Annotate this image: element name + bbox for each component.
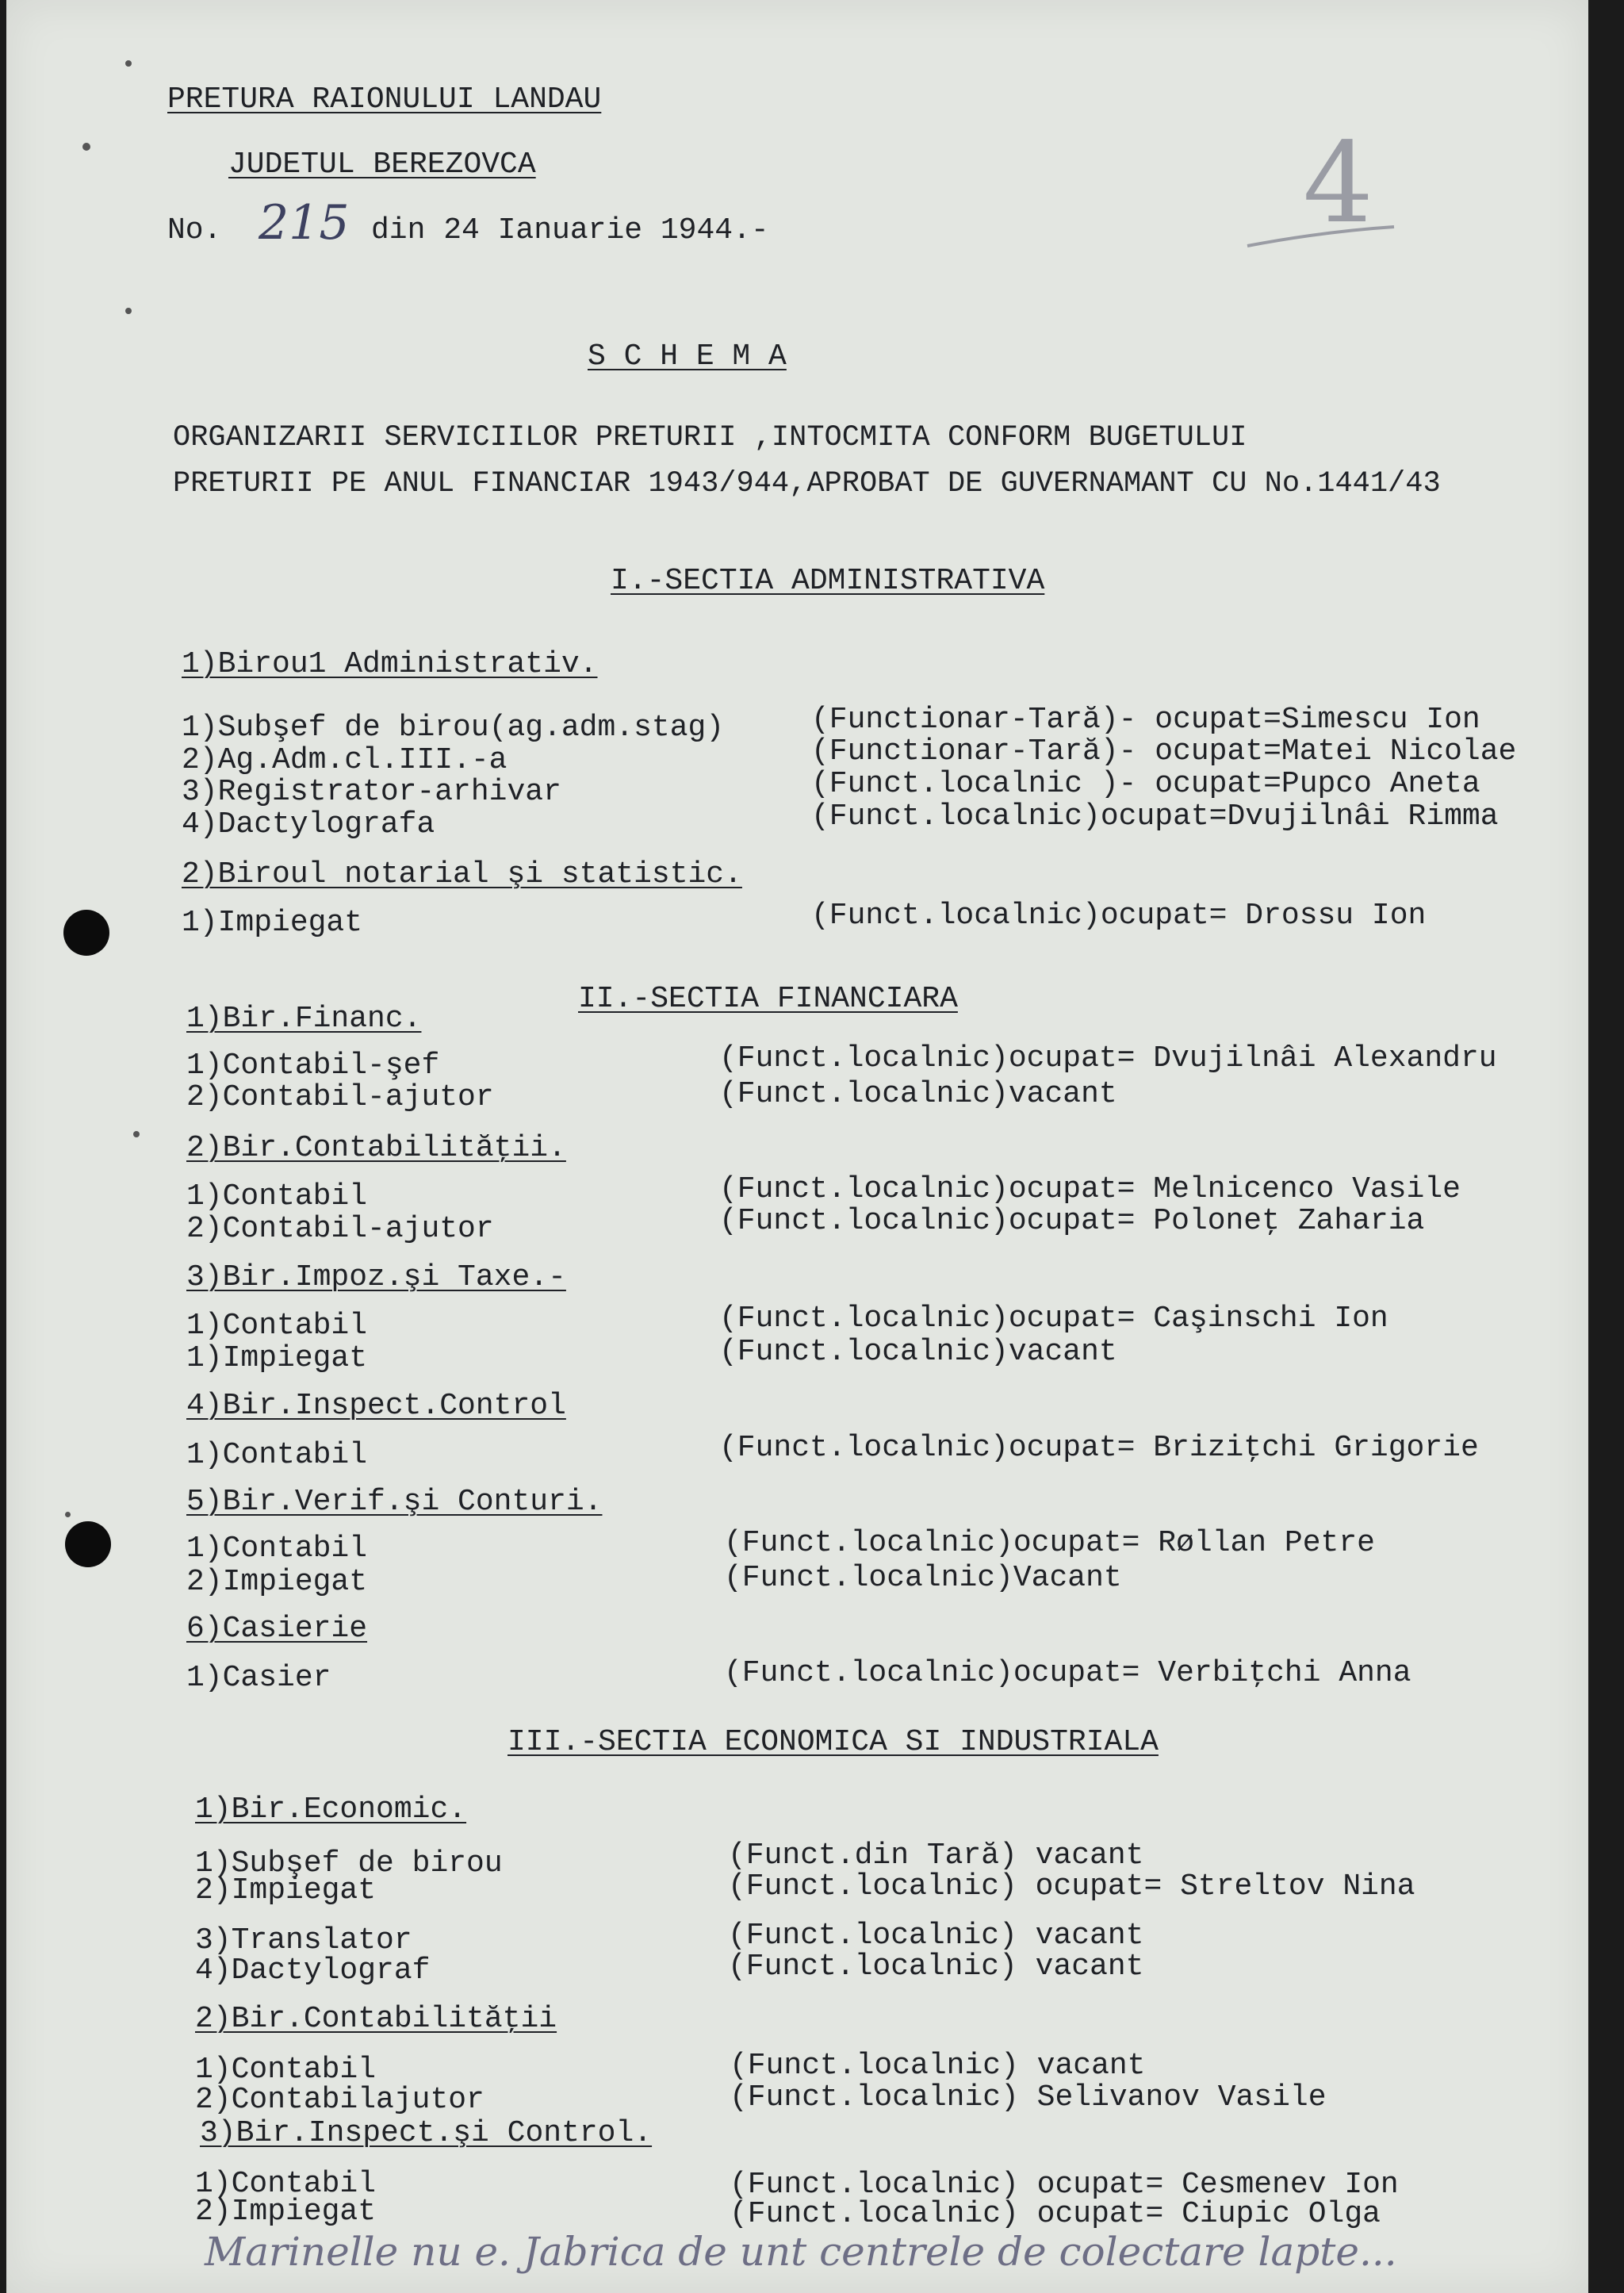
post-label: 4)Dactylograf	[195, 1954, 431, 1988]
post-info: (Funct.localnic)ocupat= Drossu Ion	[811, 899, 1427, 933]
post-label: 2)Ag.Adm.cl.III.-a	[182, 743, 508, 777]
document-number-prefix: No.	[167, 213, 222, 247]
post-label: 2)Impiegat	[195, 2195, 377, 2229]
post-info: (Funct.localnic)ocupat= Røllan Petre	[724, 1526, 1375, 1560]
post-info: (Funct.localnic )- ocupat=Pupco Aneta	[811, 767, 1480, 801]
post-info: (Functionar-Tară)- ocupat=Simescu Ion	[811, 703, 1480, 737]
post-label: 1)Impiegat	[182, 906, 363, 940]
post-info: (Funct.localnic) ocupat= Cesmenev Ion	[730, 2168, 1399, 2202]
post-info: (Functionar-Tară)- ocupat=Matei Nicolae	[811, 734, 1517, 769]
post-info: (Funct.localnic)vacant	[719, 1077, 1117, 1111]
post-info: (Funct.localnic)ocupat= Caşinschi Ion	[719, 1302, 1388, 1336]
section-1-title: I.-SECTIA ADMINISTRATIVA	[611, 564, 1045, 598]
ink-speck	[65, 1512, 71, 1517]
post-label: 2)Contabil-ajutor	[186, 1212, 494, 1246]
ink-speck	[125, 60, 132, 67]
post-label: 3)Registrator-arhivar	[182, 775, 561, 809]
section-2-title: II.-SECTIA FINANCIARA	[578, 982, 958, 1016]
ink-speck	[82, 143, 90, 151]
post-label: 1)Casier	[186, 1661, 331, 1695]
post-label: 1)Contabil-şef	[186, 1049, 440, 1083]
post-label: 2)Impiegat	[186, 1565, 368, 1599]
bureau-title: 4)Bir.Inspect.Control	[186, 1389, 566, 1423]
bureau-title: 1)Bir.Financ.	[186, 1002, 422, 1036]
post-label: 1)Contabil	[186, 1309, 368, 1343]
post-info: (Funct.localnic)ocupat= Poloneţ Zaharia	[719, 1204, 1425, 1238]
bureau-title: 3)Bir.Impoz.şi Taxe.-	[186, 1260, 566, 1294]
handwritten-note: Marinelle nu e. Jabrica de unt centrele de colectare lapte...	[205, 2229, 1397, 2275]
post-info: (Funct.localnic) ocupat= Ciupic Olga	[730, 2197, 1381, 2231]
post-info: (Funct.localnic)ocupat= Briziţchi Grigorie	[719, 1431, 1479, 1465]
post-label: 1)Contabil	[186, 1179, 368, 1214]
post-info: (Funct.localnic) vacant	[728, 1950, 1144, 1984]
bureau-title: 2)Bir.Contabilităţii	[195, 2002, 557, 2036]
post-label: 1)Subşef de birou(ag.adm.stag)	[182, 711, 725, 745]
post-info: (Funct.localnic)ocupat= Melnicenco Vasile	[719, 1172, 1461, 1206]
post-info: (Funct.localnic)Vacant	[724, 1561, 1122, 1595]
document-page	[6, 0, 1588, 2293]
post-label: 2)Contabil-ajutor	[186, 1080, 494, 1114]
document-subtitle-line2: PRETURII PE ANUL FINANCIAR 1943/944,APROBAT DE GUVERNAMANT CU No.1441/43	[173, 467, 1441, 500]
post-info: (Funct.localnic)vacant	[719, 1335, 1117, 1369]
bureau-title: 5)Bir.Verif.şi Conturi.	[186, 1485, 603, 1519]
bureau-title: 2)Biroul notarial şi statistic.	[182, 857, 742, 892]
page-number-mark: 4	[1303, 119, 1374, 248]
post-info: (Funct.din Tară) vacant	[728, 1839, 1144, 1873]
section-3-title: III.-SECTIA ECONOMICA SI INDUSTRIALA	[508, 1725, 1159, 1759]
office-name: PRETURA RAIONULUI LANDAU	[167, 82, 602, 117]
bureau-title: 6)Casierie	[186, 1612, 368, 1646]
ink-speck	[125, 308, 132, 314]
post-label: 1)Contabil	[195, 2167, 377, 2201]
punch-hole-top	[63, 910, 109, 956]
post-info: (Funct.localnic) vacant	[728, 1919, 1144, 1953]
document-subtitle-line1: ORGANIZARII SERVICIILOR PRETURII ,INTOCMITA CONFORM BUGETULUI	[173, 421, 1247, 454]
post-label: 2)Contabilajutor	[195, 2083, 485, 2117]
post-label: 1)Subşef de birou	[195, 1846, 503, 1881]
post-info: (Funct.localnic)ocupat=Dvujilnâi Rimma	[811, 799, 1499, 834]
bureau-title: 3)Bir.Inspect.şi Control.	[200, 2116, 653, 2150]
bureau-title: 1)Bir.Economic.	[195, 1793, 467, 1827]
post-info: (Funct.localnic)ocupat= Verbiţchi Anna	[724, 1656, 1411, 1690]
county-name: JUDETUL BEREZOVCA	[228, 148, 536, 182]
post-label: 1)Contabil	[186, 1438, 368, 1472]
bureau-title: 2)Bir.Contabilităţii.	[186, 1131, 566, 1165]
post-info: (Funct.localnic)ocupat= Dvujilnâi Alexandru	[719, 1041, 1497, 1076]
document-date: din 24 Ianuarie 1944.-	[371, 213, 769, 247]
post-label: 3)Translator	[195, 1923, 412, 1957]
post-label: 1)Contabil	[186, 1532, 368, 1566]
post-info: (Funct.localnic) ocupat= Streltov Nina	[728, 1869, 1415, 1904]
document-title: S C H E M A	[588, 339, 787, 374]
page-mark-stroke	[1243, 222, 1402, 254]
post-label: 2)Impiegat	[195, 1873, 377, 1908]
punch-hole-bottom	[65, 1521, 111, 1567]
post-label: 1)Contabil	[195, 2053, 377, 2087]
post-info: (Funct.localnic) vacant	[730, 2049, 1146, 2083]
bureau-title: 1)Birou1 Administrativ.	[182, 647, 598, 681]
post-label: 1)Impiegat	[186, 1341, 368, 1375]
ink-speck	[133, 1131, 140, 1137]
document-number-handwritten: 215	[259, 195, 350, 251]
post-label: 4)Dactylografa	[182, 807, 435, 842]
post-info: (Funct.localnic) Selivanov Vasile	[730, 2080, 1327, 2115]
